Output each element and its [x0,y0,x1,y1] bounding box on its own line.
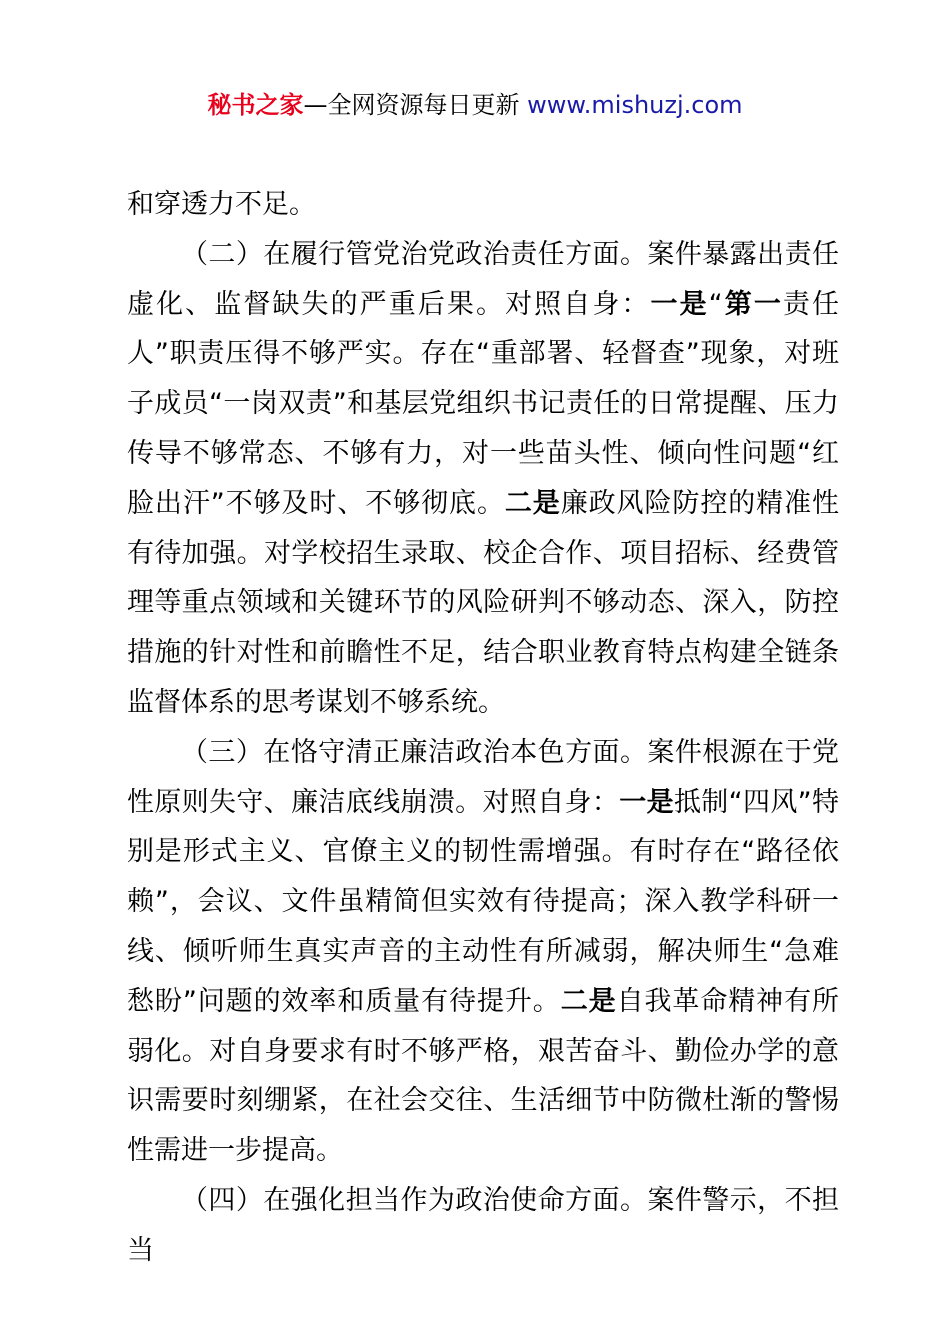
bold-lead-phrase: 二是 [504,487,561,519]
paragraph [127,180,839,230]
paragraph-text: 和穿透力不足。 [127,189,316,220]
paragraph [127,230,839,728]
paragraph-text: （四）在强化担当作为政治使命方面。案件警示，不担当 [127,1184,839,1266]
paragraph-text: “ [708,288,723,320]
paragraph-text: 抵制“四风”特别是形式主义、官僚主义的韧性需增强。有时存在“路径依赖”，会议、文件虽精简但实效有待提高；深入教学科研一线、倾听师生真实声音的主动性有所减弱，解决师生“急难愁盼”问题的效率和质量有待提升。 [127,786,840,1017]
header-tagline: —全网资源每日更新 [303,91,528,119]
brand-name: 秘书之家 [207,91,304,119]
paragraph-text: 廉政风险防控的精准性有待加强。对学校招生录取、校企合作、项目招标、经费管理等重点领域和关键环节的风险研判不够动态、深入，防控措施的针对性和前瞻性不足，结合职业教育特点构建全链条监督体系的思考谋划不够系统。 [127,487,839,718]
paragraph-text: 自我革命精神有所弱化。对自身要求有时不够严格，艰苦奋斗、勤俭办学的意识需要时刻绷紧，在社会交往、生活细节中防微杜渐的警惕性需进一步提高。 [127,985,840,1167]
paragraph-text: 责任人”职责压得不够严实。存在“重部署、轻督查”现象，对班子成员“一岗双责”和基层党组织书记责任的日常提醒、压力传导不够常态、不够有力，对一些苗头性、倾向性问题“红脸出汗”不够及时、不够彻底。 [127,288,840,519]
bold-lead-phrase: 一是 [619,786,674,818]
document-body [127,180,839,1276]
bold-lead-phrase: 第一 [722,288,783,320]
bold-lead-phrase: 一是 [650,288,709,320]
paragraph [127,728,839,1176]
page-header [0,88,950,122]
website-url[interactable]: www.mishuzj.com [527,91,743,119]
paragraph-text: （二）在履行管党治党政治责任方面。案件暴露出责任虚化、监督缺失的严重后果。对照自身： [127,238,839,320]
paragraph-text: （三）在恪守清正廉洁政治本色方面。案件根源在于党性原则失守、廉洁底线崩溃。对照自身： [127,736,839,818]
paragraph [127,1176,839,1276]
bold-lead-phrase: 二是 [560,985,617,1017]
